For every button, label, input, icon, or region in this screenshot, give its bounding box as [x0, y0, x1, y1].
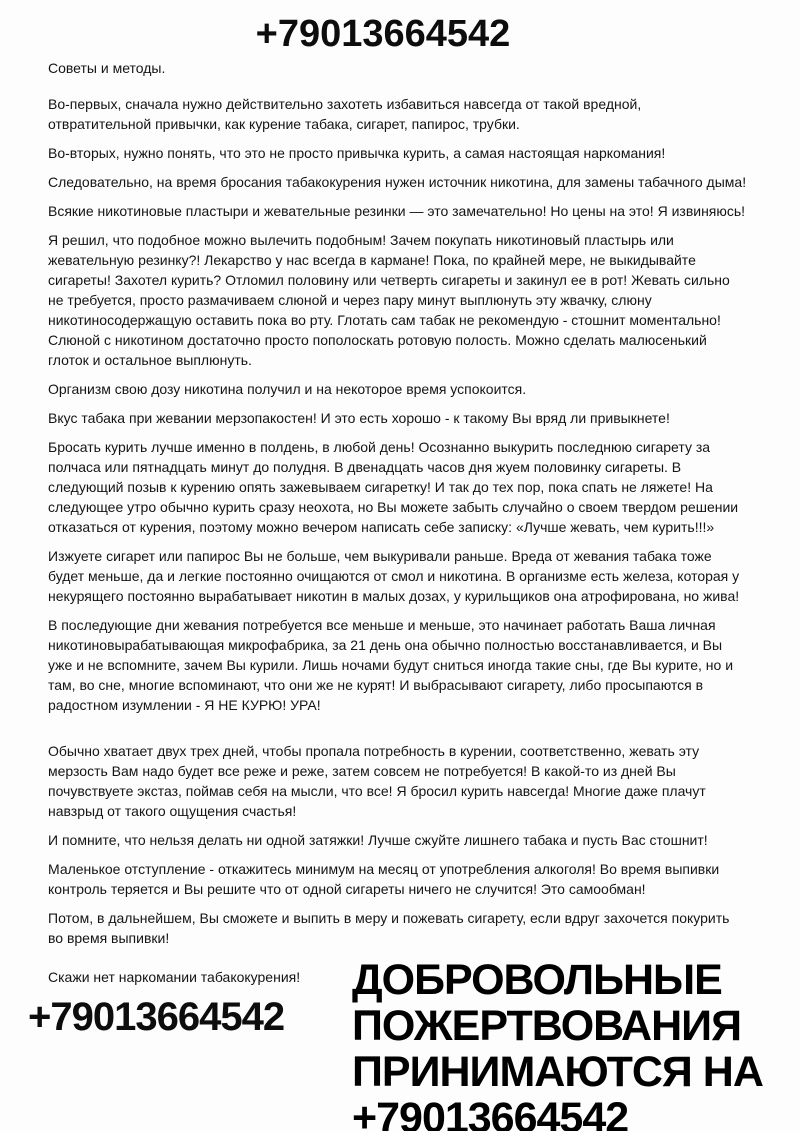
top-phone-number: +79013664542 [255, 13, 511, 55]
donation-line: ПРИНИМАЮТСЯ НА [352, 1048, 763, 1096]
paragraph: Потом, в дальнейшем, Вы сможете и выпить в меру и пожевать сигарету, если вдруг захочется покурить во время выпивки! [48, 910, 730, 946]
paragraph: Следовательно, на время бросания табакокурения нужен источник никотина, для замены табачного дыма! [48, 174, 747, 190]
page-title: Советы и методы. [48, 60, 166, 76]
paragraph: И помните, что нельзя делать ни одной затяжки! Лучше сжуйте лишнего табака и пусть Вас стошнит! [48, 832, 708, 848]
paragraph: Организм свою дозу никотина получил и на некоторое время успокоится. [48, 381, 527, 397]
footer [28, 956, 763, 1131]
paragraph: Во-вторых, нужно понять, что это не просто привычка курить, а самая настоящая наркомания! [48, 145, 666, 161]
donation-banner [338, 957, 763, 1131]
paragraph: Вкус табака при жевании мерзопакостен! И это есть хорошо - к такому Вы вряд ли привыкнете! [48, 410, 670, 426]
paragraph: В последующие дни жевания потребуется все меньше и меньше, это начинает работать Ваша личная никотиновырабатывающая микрофабрика, за 21 день она обычно полностью восстанавливается, и Вы уже и не вспомните, зачем Вы курили. Лишь ночами будут сниться иногда такие сны, где Вы курите, но и там, во сне, многие вспоминают, что они же не курят! И выбрасывают сигарету, либо просыпаются в радостном изумлении - Я НЕ КУРЮ! УРА! [48, 617, 734, 713]
paragraph: Во-первых, сначала нужно действительно захотеть избавиться навсегда от такой вредной, отвратительной привычки, как курение табака, сигарет, папирос, трубки. [48, 96, 642, 132]
footer-slogan: Скажи нет наркомании табакокурения! [48, 969, 301, 985]
donation-phone-number: +79013664542 [352, 1094, 629, 1131]
donation-line: ПОЖЕРТВОВАНИЯ [352, 1002, 741, 1050]
footer-left-column [28, 957, 338, 1040]
donation-line: ДОБРОВОЛЬНЫЕ [352, 956, 722, 1004]
paragraph: Бросать курить лучше именно в полдень, в любой день! Осознанно выкурить последнюю сигарету за полчаса или пятнадцать минут до полудня. В двенадцать часов дня жуем половинку сигареты. В следующий позыв к курению опять зажевываем сигаретку! И так до тех пор, пока спать не ляжете! На следующее утро обычно курить сразу неохота, но Вы можете забыть случайно о своем твердом решении отказаться от курения, поэтому можно вечером написать себе записку: «Лучше жевать, чем курить!!!» [48, 439, 739, 535]
paragraph: Я решил, что подобное можно вылечить подобным! Зачем покупать никотиновый пластырь или жевательную резинку?! Лекарство у нас всегда в кармане! Пока, по крайней мере, не выкидывайте сигареты! Захотел курить? Отломил половину или четверть сигареты и закинул ее в рот! Жевать сильно не требуется, просто размачиваем слюной и через пару минут выплюнуть эту жвачку, слюну никотиносодержащую оставить пока во рту. Глотать сам табак не рекомендую - стошнит моментально! Слюной с никотином достаточно просто пополоскать ротовую полость. Можно сделать малюсенький глоток и остальное выплюнуть. [48, 232, 730, 368]
footer-phone-number: +79013664542 [28, 995, 285, 1039]
document-body [48, 94, 748, 948]
paragraph: Изжуете сигарет или папирос Вы не больше, чем выкуривали раньше. Вреда от жевания табака тоже будет меньше, да и легкие постоянно очищаются от смол и никотина. В организме есть железа, которая у некурящего постоянно вырабатывает никотин в малых дозах, у курильщиков она атрофирована, но жива! [48, 548, 740, 604]
paragraph: Маленькое отступление - откажитесь минимум на месяц от употребления алкоголя! Во время выпивки контроль теряется и Вы решите что от одной сигареты ничего не случится! Это самообман! [48, 861, 720, 897]
paragraph: Всякие никотиновые пластыри и жевательные резинки — это замечательно! Но цены на это! Я извиняюсь! [48, 203, 746, 219]
paragraph: Обычно хватает двух трех дней, чтобы пропала потребность в курении, соответственно, жевать эту мерзость Вам надо будет все реже и реже, затем совсем не потребуется! В какой-то из дней Вы почувствуете экстаз, поймав себя на мысли, что все! Я бросил курить навсегда! Многие даже плачут навзрыд от такого ощущения счастья! [48, 743, 706, 819]
